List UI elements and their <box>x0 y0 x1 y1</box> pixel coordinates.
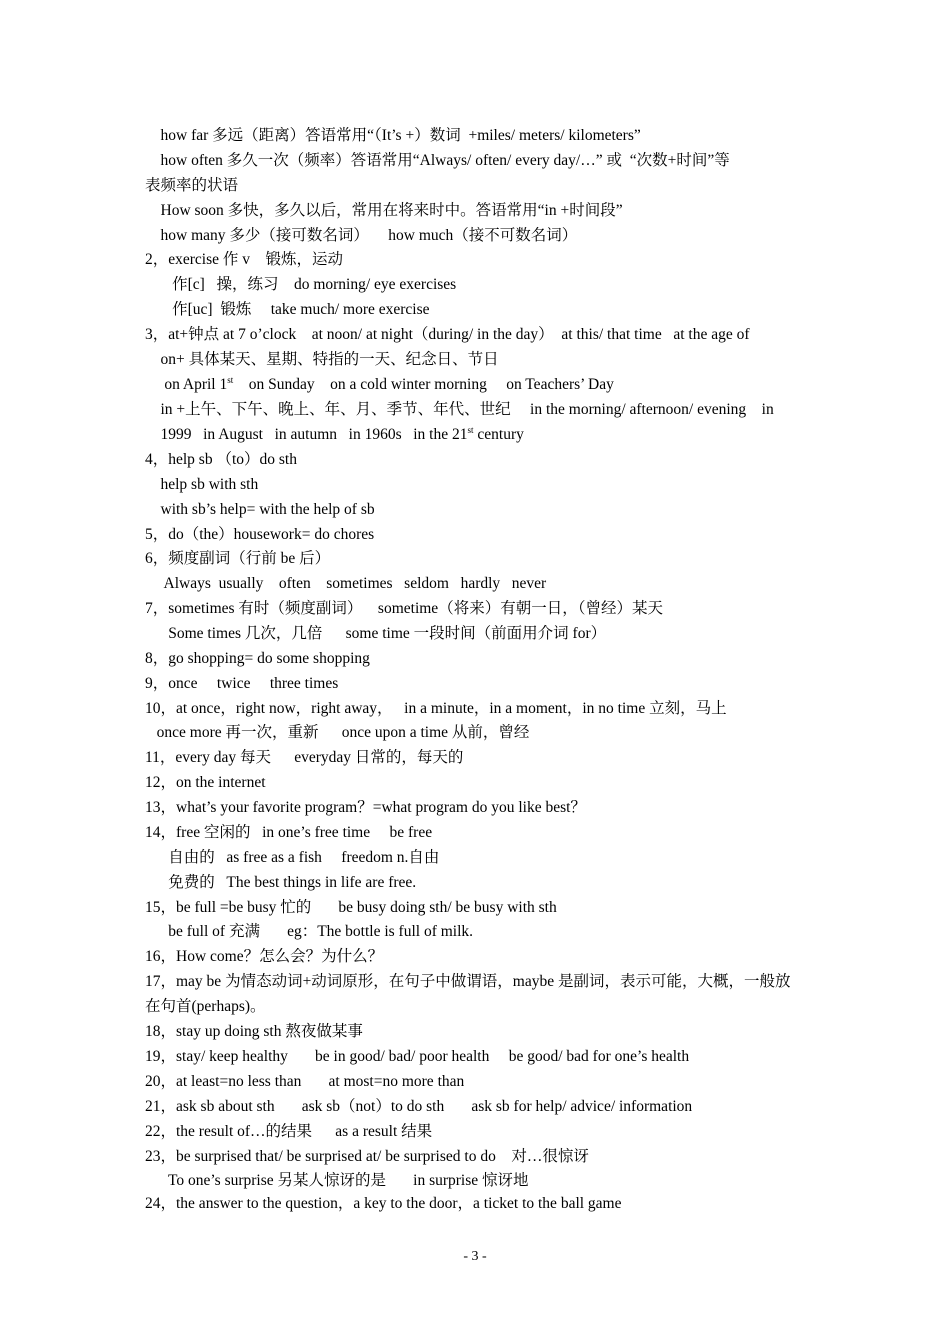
text-line: 在句首(perhaps)。 <box>145 998 266 1015</box>
text-line: how many 多少（接可数名词） how much（接不可数名词） <box>145 227 578 244</box>
text-segment: century <box>473 426 524 443</box>
text-line: 24，the answer to the question，a key to the door，a ticket to the ball game <box>145 1195 622 1212</box>
text-line: 免费的 The best things in life are free. <box>145 874 417 891</box>
text-line: 9，once twice three times <box>145 675 339 692</box>
text-line: 21，ask sb about sth ask sb（not）to do sth ask sb for help/ advice/ information <box>145 1098 693 1115</box>
text-line <box>145 423 524 447</box>
text-line: 3，at+钟点 at 7 o’clock at noon/ at night（during/ in the day） at this/ that time at the age of <box>145 326 750 343</box>
superscript: st <box>227 374 234 385</box>
text-line: 7，sometimes 有时（频度副词） sometime（将来）有朝一日，（曾经）某天 <box>145 600 663 617</box>
text-line: 5，do（the）housework= do chores <box>145 526 375 543</box>
text-line: 17，may be 为情态动词+动词原形，在句子中做谓语，maybe 是副词，表示可能，大概，一般放 <box>145 973 791 990</box>
text-line: To one’s surprise 另某人惊讶的是 in surprise 惊讶地 <box>145 1172 529 1189</box>
text-line: 表频率的状语 <box>145 177 239 194</box>
text-line: 15，be full =be busy 忙的 be busy doing sth/ be busy with sth <box>145 899 557 916</box>
text-line: 11，every day 每天 everyday 日常的，每天的 <box>145 749 464 766</box>
page-number: - 3 - <box>463 1249 487 1264</box>
text-line: Some times 几次，几倍 some time 一段时间（前面用介词 for） <box>145 625 607 642</box>
text-line: 自由的 as free as a fish freedom n.自由 <box>145 849 440 866</box>
text-line: 4，help sb （to）do sth <box>145 451 297 468</box>
text-line: 6，频度副词（行前 be 后） <box>145 550 331 567</box>
text-line: be full of 充满 eg：The bottle is full of milk. <box>145 923 474 940</box>
text-line: 16，How come？怎么会？为什么？ <box>145 948 384 965</box>
text-segment: 1999 in August in autumn in 1960s in the 21 <box>145 426 468 443</box>
text-line: 10，at once，right now，right away， in a minute，in a moment，in no time 立刻，马上 <box>145 700 727 717</box>
text-line: once more 再一次，重新 once upon a time 从前，曾经 <box>145 724 530 741</box>
text-line: 23，be surprised that/ be surprised at/ be surprised to do 对…很惊讶 <box>145 1148 589 1165</box>
text-segment: on Sunday on a cold winter morning on Teachers’ Day <box>233 376 614 393</box>
text-line: 8，go shopping= do some shopping <box>145 650 370 667</box>
text-line: in +上午、下午、晚上、年、月、季节、年代、世纪 in the morning/ afternoon/ evening in <box>145 401 774 418</box>
text-line: How soon 多快，多久以后，常用在将来时中。答语常用“in +时间段” <box>145 202 623 219</box>
text-line: 22，the result of…的结果 as a result 结果 <box>145 1123 433 1140</box>
text-segment: on April 1 <box>145 376 228 393</box>
text-line: 作[uc] 锻炼 take much/ more exercise <box>145 301 430 318</box>
text-line: 19，stay/ keep healthy be in good/ bad/ poor health be good/ bad for one’s health <box>145 1048 690 1065</box>
text-line: 18，stay up doing sth 熬夜做某事 <box>145 1023 363 1040</box>
text-line: with sb’s help= with the help of sb <box>145 501 375 518</box>
text-line <box>145 373 614 397</box>
text-line: 12，on the internet <box>145 774 266 791</box>
text-line: Always usually often sometimes seldom hardly never <box>145 575 547 592</box>
text-line: how often 多久一次（频率）答语常用“Always/ often/ every day/…” 或 “次数+时间”等 <box>145 152 730 169</box>
superscript: st <box>467 424 474 435</box>
text-line: 作[c] 操，练习 do morning/ eye exercises <box>145 276 457 293</box>
text-line: 2，exercise 作 v 锻炼，运动 <box>145 251 344 268</box>
text-line: help sb with sth <box>145 476 259 493</box>
text-line: 20，at least=no less than at most=no more than <box>145 1073 465 1090</box>
text-line: 13，what’s your favorite program？=what program do you like best？ <box>145 799 586 816</box>
text-line: on+ 具体某天、星期、特指的一天、纪念日、节日 <box>145 351 499 368</box>
text-line: 14，free 空闲的 in one’s free time be free <box>145 824 433 841</box>
text-line: how far 多远（距离）答语常用“（It’s +）数词 +miles/ meters/ kilometers” <box>145 127 641 144</box>
